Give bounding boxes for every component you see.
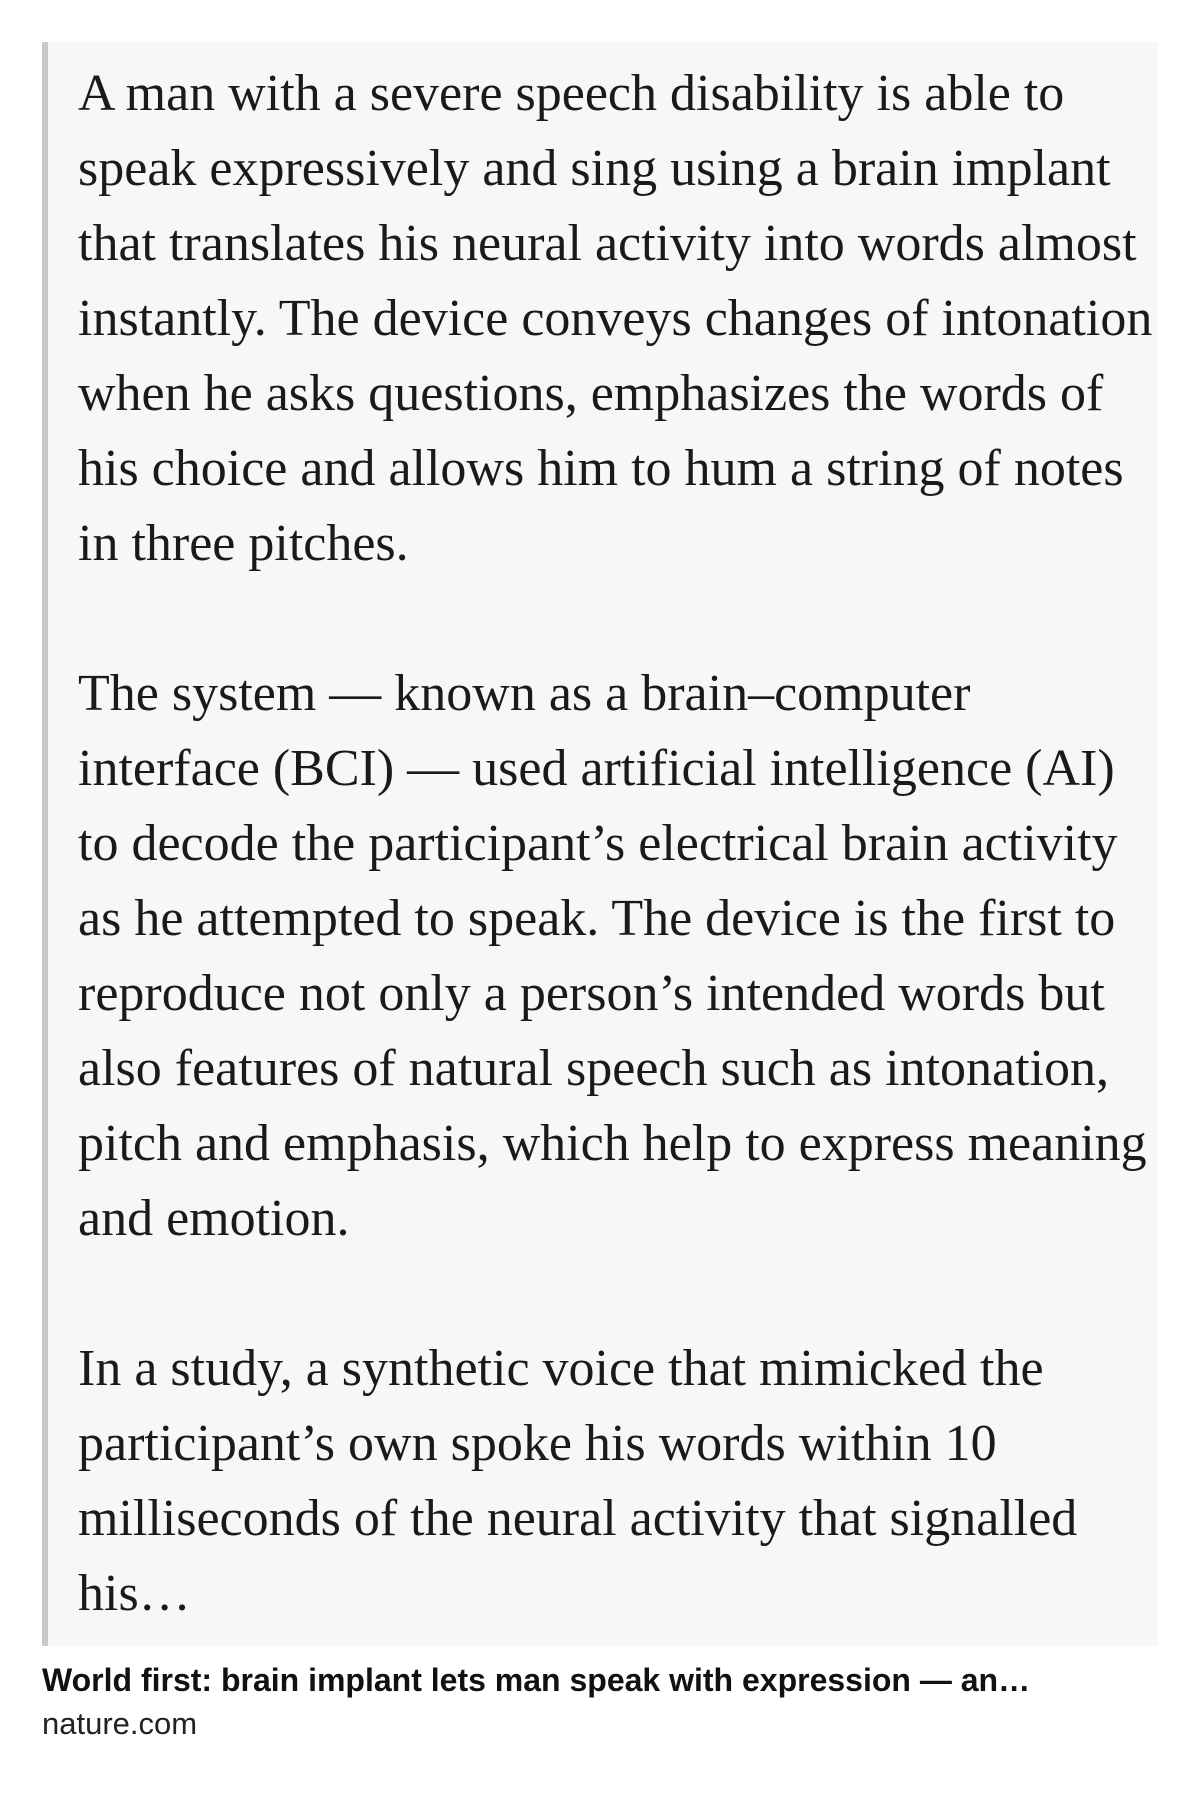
quote-paragraph-1: A man with a severe speech disability is able to speak expressively and sing using a brain implant that translates his neural activity into words almost instantly. The device conveys changes of intonation when he asks questions, emphasizes the words of his choice and allows him to hum a string of notes in three pitches. <box>78 65 1153 572</box>
quote-paragraph-3: In a study, a synthetic voice that mimicked the participant’s own spoke his words within 10 milliseconds of the neural activity that signalled his… <box>78 1340 1078 1622</box>
quote-text <box>78 56 1153 1631</box>
link-domain: nature.com <box>42 1706 198 1741</box>
link-preview[interactable] <box>42 1660 1158 1744</box>
link-title[interactable]: World first: brain implant lets man speak with expression — an… <box>42 1662 1031 1698</box>
quote-paragraph-2: The system — known as a brain–computer interface (BCI) — used artificial intelligence (AI) to decode the participant’s electrical brain activity as he attempted to speak. The device is the first to reproduce not only a person’s intended words but also features of natural speech such as intonation, pitch and emphasis, which help to express meaning and emotion. <box>78 665 1147 1247</box>
quote-block <box>42 42 1158 1646</box>
